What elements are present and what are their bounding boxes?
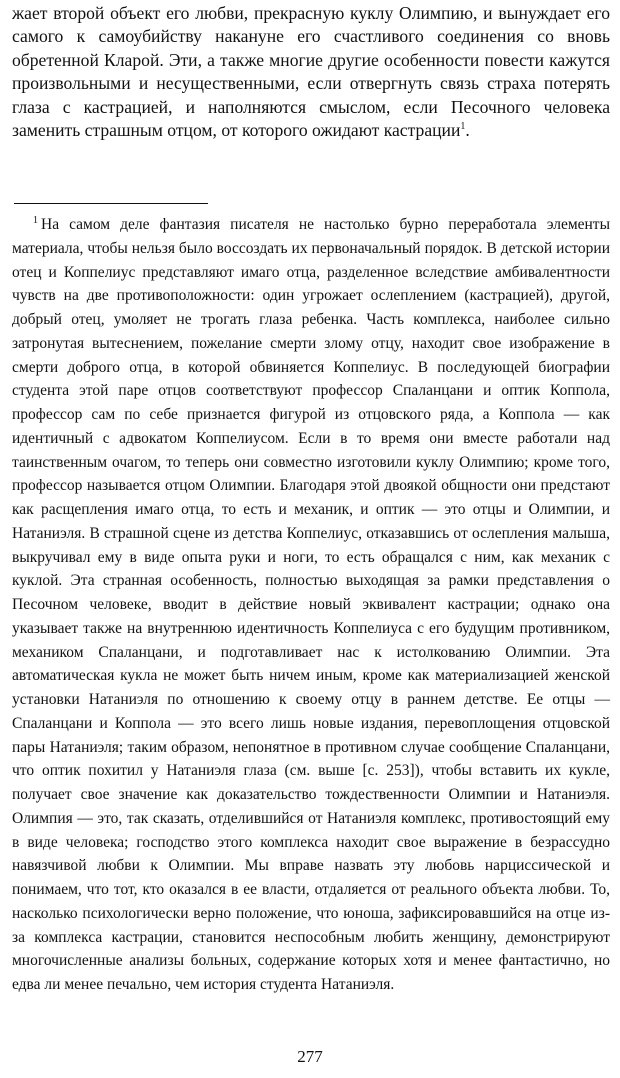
main-paragraph: жает второй объект его любви, прекрасную куклу Олимпию, и вынуждает его самого к самоубийству накануне его счастливого соединения со вновь обретенной Кларой. Эти, а также многие другие особенности повести кажутся произвольными и несущественными, если отвергнуть связь страха потерять глаза с кастрацией, и наполняются смыслом, если Песочного человека заменить страшным отцом, от которого ожидают кастрации$^1$. [12,3,610,141]
footnote-reference: 1 [460,121,466,133]
page-number: 277 [297,1047,323,1066]
footnote [12,213,610,997]
footnote-marker: 1 [33,214,38,226]
footnote-separator [14,203,208,204]
main-paragraph-text: жает второй объект его любви, прекрасную куклу Олимпию, и вынуждает его самого к самоубийству накануне его счастливого соединения со вновь обретенной Кларой. Эти, а также многие другие особенности повести кажутся произвольными и несущественными, если отвергнуть связь страха потерять глаза с кастрацией, и наполняются смыслом, если Песочного человека заменить страшным отцом, от которого ожидают кастрации [12,3,610,141]
footnote-text: На самом деле фантазия писателя не настолько бурно переработала элементы материала, чтобы нельзя было воссоздать их первоначальный порядок. В детской истории отец и Коппелиус представляют имаго отца, разделенное вследствие амбивалентности чувств на две противоположности: один угрожает ослеплением (кастрацией), другой, добрый отец, умоляет не трогать глаза ребенка. Часть комплекса, наиболее сильно затронутая вытеснением, пожелание смерти злому отцу, находит свое изображение в смерти доброго отца, в которой обвиняется Коппелиус. В последующей биографии студента этой паре отцов соответствуют профессор Спаланцани и оптик Коппола, профессор сам по себе признается фигурой из отцовского ряда, а Коппола — как идентичный с адвокатом Коппелиусом. Если в то время они вместе работали над таинственным очагом, то теперь они совместно изготовили куклу Олимпию; кроме того, профессор называется отцом Олимпии. Благодаря этой двоякой общности они предстают как расщепления имаго отца, то есть и механик, и оптик — это отцы и Олимпии, и Натаниэля. В страшной сцене из детства Коппелиус, отказавшись от ослепления малыша, выкручивал ему в виде опыта руки и ноги, то есть обращался с ним, как механик с куклой. Эта странная особенность, полностью выходящая за рамки представления о Песочном человеке, вводит в действие новый эквивалент кастрации; однако она указывает также на внутреннюю идентичность Коппелиуса с его будущим противником, механиком Спаланцани, и подготавливает нас к истолкованию Олимпии. Эта автоматическая кукла не может быть ничем иным, кроме как материализацией женской установки Натаниэля по отношению к своему отцу в раннем детстве. Ее отцы — Спаланцани и Коппола — это всего лишь новые издания, перевоплощения отцовской пары Натаниэля; таким образом, непонятное в противном случае сообщение Спаланцани, что оптик похитил у Натаниэля глаза (см. выше [с. 253]), чтобы вставить их кукле, получает свое значение как доказательство тождественности Олимпии и Натаниэля. Олимпия — это, так сказать, отделившийся от Натаниэля комплекс, противостоящий ему в виде человека; господство этого комплекса находит свое выражение в безрассудно навязчивой любви к Олимпии. Мы вправе назвать эту любовь нарциссической и понимаем, что тот, кто оказался в ее власти, отдаляется от реального объекта любви. То, насколько психологически верно положение, что юноша, зафиксировавшийся на отце из-за комплекса кастрации, становится неспособным любить женщину, демонстрируют многочисленные анализы больных, содержание которых хотя и менее фантастично, но едва ли менее печально, чем история студента Натаниэля. [12,216,610,993]
